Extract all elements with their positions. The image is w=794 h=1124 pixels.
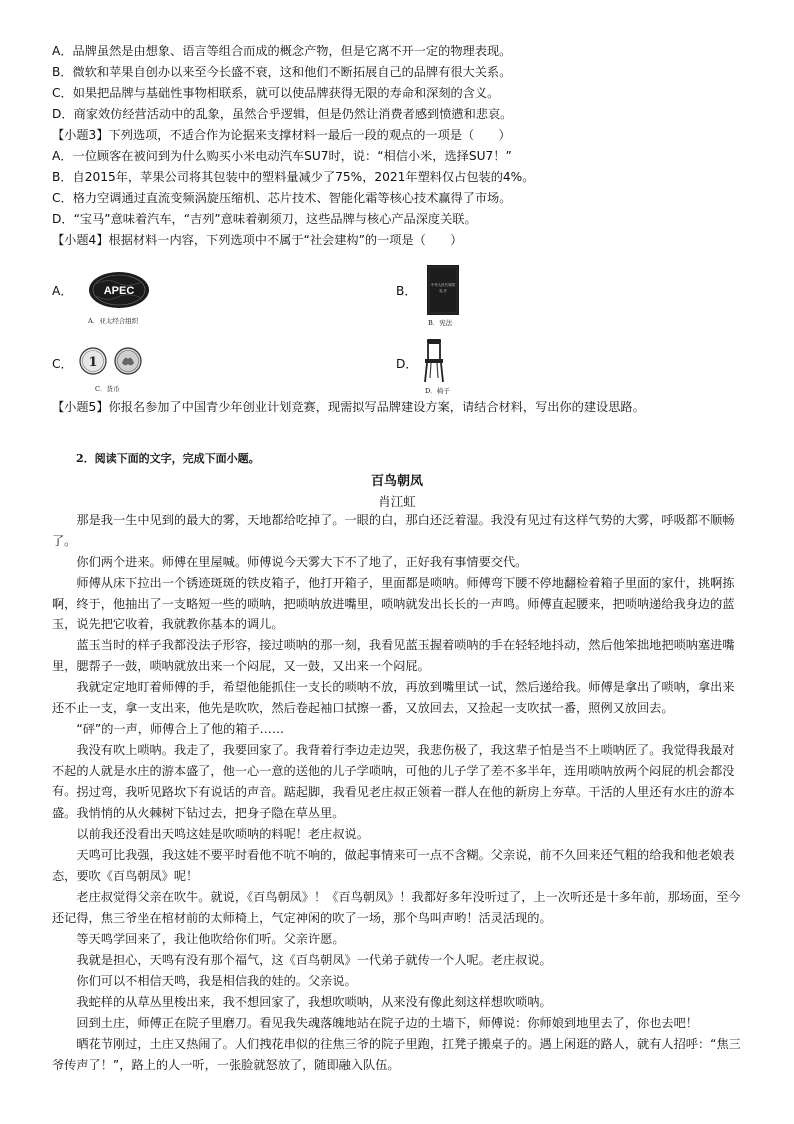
q4-caption-a: A．亚太经合组织 — [88, 317, 139, 325]
q3-option-d: D．“宝马”意味着汽车，“吉列”意味着剃须刀，这些品牌与核心产品深度关联。 — [52, 212, 477, 226]
q2-option-d: D．商家效仿经营活动中的乱象，虽然合乎逻辑，但是仍然让消费者感到愤懑和悲哀。 — [52, 107, 513, 121]
coin-numeral: 1 — [88, 355, 98, 370]
article-paragraph: 我蛇样的从草丛里梭出来，我不想回家了，我想吹唢呐，从来没有像此刻这样想吹唢呐。 — [76, 995, 552, 1009]
article-paragraph: “砰”的一声，师傅合上了他的箱子…… — [76, 722, 285, 736]
book-title-line1: 中华人民共和国 — [431, 283, 455, 287]
article-paragraph: 我就是担心，天鸣有没有那个福气，这《百鸟朝凤》一代弟子就传一个人呢。老庄叔说。 — [76, 953, 552, 967]
q3-option-c: C．格力空调通过直流变频涡旋压缩机、芯片技术、智能化霜等核心技术赢得了市场。 — [52, 191, 512, 205]
article-paragraph: 师傅从床下拉出一个锈迹斑斑的铁皮箱子，他打开箱子，里面都是唢呐。师傅弯下腰不停地翻检着箱子里面的家什，挑啊拣啊，终于，他抽出了一支略短一些的唢呐，把唢呐放进嘴里，唢呐就发出长长的一声鸣。师傅直起腰来，把唢呐递给我身边的蓝玉，说先把它收着，我就教你基本的调儿。 — [52, 576, 735, 632]
apec-logo-image — [88, 270, 150, 314]
q4-label-c: C． — [52, 357, 73, 371]
article-paragraph: 等天鸣学回来了，我让他吹给你们听。父亲许愿。 — [76, 932, 345, 946]
article-paragraph: 天鸣可比我强，我这娃不要平时看他不吭不响的，做起事情来可一点不含糊。父亲说，前不久回来还气粗的给我和他老娘表态，要吹《百鸟朝凤》呢！ — [52, 848, 735, 883]
q5-stem: 【小题5】你报名参加了中国青少年创业计划竞赛，现需拟写品牌建设方案，请结合材料，写出你的建设思路。 — [52, 400, 645, 414]
article-author: 肖江虹 — [378, 494, 416, 509]
q4-label-d: D． — [396, 357, 418, 371]
q3-option-a: A．一位顾客在被问到为什么购买小米电动汽车SU7时，说：“相信小米，选择SU7！” — [52, 149, 512, 163]
q4-stem: 【小题4】根据材料一内容，下列选项中不属于“社会建构”的一项是（ ） — [52, 233, 463, 247]
article-paragraph: 蓝玉当时的样子我都没法子形容，接过唢呐的那一刻，我看见蓝玉握着唢呐的手在轻轻地抖动，然后他笨拙地把唢呐塞进嘴里，腮帮子一鼓，唢呐就放出来一个闷屁，又一鼓，又出来一个闷屁。 — [52, 638, 735, 673]
article-paragraph: 你们两个进来。师傅在里屋喊。师傅说今天雾大下不了地了，正好我有事情要交代。 — [76, 555, 528, 569]
article-paragraph: 我就定定地盯着师傅的手，希望他能抓住一支长的唢呐不放，再放到嘴里试一试，然后递给我。师傅是拿出了唢呐，拿出来还不止一支，拿一支出来，他先是吹吹，然后卷起袖口拭擦一番，又放回去，又捡起一支吹拭一番，照例又放回去。 — [52, 680, 735, 715]
article-paragraph: 以前我还没看出天鸣这娃是吹唢呐的料呢！老庄叔说。 — [76, 827, 369, 841]
constitution-book-image — [426, 264, 460, 320]
q3-option-b: B．自2015年，苹果公司将其包装中的塑料量减少了75%，2021年塑料仅占包装的4%。 — [52, 170, 535, 184]
q2-option-c: C．如果把品牌与基础性事物相联系，就可以使品牌获得无限的寿命和深刻的含义。 — [52, 86, 500, 100]
q4-label-a: A． — [52, 284, 73, 298]
article-paragraph: 老庄叔觉得父亲在吹牛。就说，《百鸟朝凤》！《百鸟朝凤》！我都好多年没听过了，上一次听还是十多年前，那场面，至今还记得，焦三爷坐在棺材前的太师椅上，气定神闲的吹了一场，那个鸟叫声哟！活灵活现的。 — [52, 890, 741, 925]
coins-image — [78, 346, 144, 380]
article-title: 百鸟朝凤 — [370, 474, 423, 489]
article-paragraph: 那是我一生中见到的最大的雾，天地都给吃掉了。一眼的白，那白还泛着湿。我没有见过有这样气势的大雾，呼吸都不顺畅了。 — [52, 513, 735, 548]
q4-label-b: B． — [396, 284, 417, 298]
article-paragraph: 拐过弯，我听见路坎下有说话的声音。踮起脚，我看见老庄叔正领着一群人在他的新房上夯草。干活的人里还有水庄的游本盛。我悄悄的从火棘树下钻过去，把身子隐在草丛里。 — [52, 785, 735, 820]
article-paragraph: 你们可以不相信天鸣，我是相信我的娃的。父亲说。 — [76, 974, 357, 988]
article-paragraph: 晒花节刚过，土庄又热闹了。人们拽花串似的往焦三爷的院子里跑，扛凳子搬桌子的。遇上闲逛的路人，就有人招呼：“焦三爷传声了！”，路上的人一听，一张脸就怒放了，随即融入队伍。 — [52, 1037, 741, 1072]
q4-caption-b: B．宪法 — [428, 319, 453, 327]
chair-image — [422, 338, 446, 388]
q4-caption-d: D．椅子 — [425, 387, 450, 395]
q3-stem: 【小题3】下列选项，不适合作为论据来支撑材料一最后一段的观点的一项是（ ） — [52, 128, 511, 142]
q2-option-b: B．微软和苹果自创办以来至今长盛不衰，这和他们不断拓展自己的品牌有很大关系。 — [52, 65, 512, 79]
q4-caption-c: C．货币 — [95, 385, 120, 393]
q2-option-a: A．品牌虽然是由想象、语言等组合而成的概念产物，但是它离不开一定的物理表现。 — [52, 44, 512, 58]
book-title-line2: 宪 法 — [439, 289, 447, 293]
article-paragraph: 回到土庄，师傅正在院子里磨刀。看见我失魂落魄地站在院子边的土墙下，师傅说：你师娘到地里去了，你也去吧！ — [76, 1016, 698, 1030]
section2-instruction: 2．阅读下面的文字，完成下面小题。 — [76, 452, 260, 465]
article-paragraph: 我没有吹上唢呐。我走了，我要回家了。我背着行李边走边哭，我悲伤极了，我这辈子怕是当不上唢呐匠了。我觉得我最对不起的人就是水庄的游本盛了，他一心一意的送他的儿子学唢呐，可他的儿子学了差不多半年，连用唢呐放两个闷屁的机会都没有。 — [52, 743, 735, 799]
apec-text: APEC — [103, 285, 135, 297]
